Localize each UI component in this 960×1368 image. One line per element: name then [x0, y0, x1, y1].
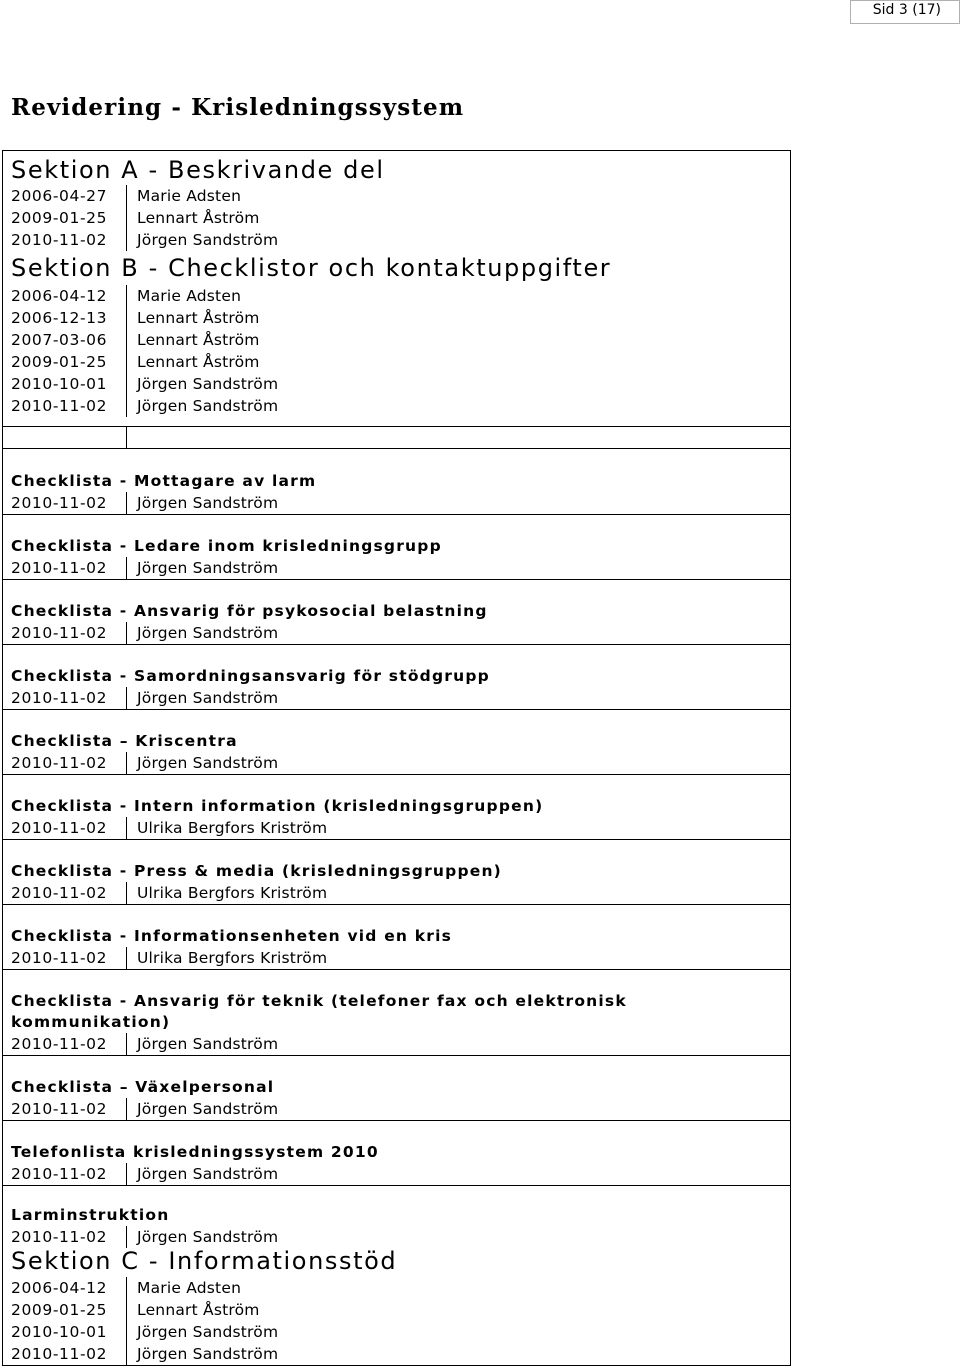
- revision-date: 2010-11-02: [3, 1033, 127, 1055]
- table-row: [3, 1033, 790, 1055]
- revision-author: Jörgen Sandström: [137, 494, 279, 512]
- checklist-block: [3, 1055, 790, 1120]
- revision-author: Lennart Åström: [137, 209, 260, 227]
- table-row: [3, 1321, 790, 1343]
- revision-date: 2010-11-02: [3, 947, 127, 969]
- revision-date: 2010-11-02: [3, 687, 127, 709]
- revision-author: Lennart Åström: [137, 309, 260, 327]
- checklist-title-line-2: kommunikation): [11, 1013, 171, 1031]
- checklist-title: Checklista - Informationsenheten vid en kris: [11, 927, 453, 945]
- revision-author: Jörgen Sandström: [137, 1165, 279, 1183]
- revision-date: 2010-11-02: [3, 395, 127, 417]
- checklist-title: Larminstruktion: [11, 1206, 170, 1224]
- revision-date: 2010-11-02: [3, 1226, 127, 1248]
- revision-date: 2009-01-25: [3, 207, 127, 229]
- revision-author: Jörgen Sandström: [137, 1035, 279, 1053]
- revision-date: 2010-10-01: [3, 1321, 127, 1343]
- revision-author: Jörgen Sandström: [137, 1100, 279, 1118]
- revision-date: 2010-10-01: [3, 373, 127, 395]
- table-row: [3, 1226, 790, 1248]
- revision-author: Ulrika Bergfors Kriström: [137, 884, 328, 902]
- checklist-title: Checklista - Intern information (krisledningsgruppen): [11, 797, 544, 815]
- empty-cell: [3, 427, 127, 448]
- checklist-title: Checklista – Växelpersonal: [11, 1078, 275, 1096]
- checklist-block: [3, 839, 790, 904]
- checklist-block: [3, 709, 790, 774]
- revision-date: 2006-04-12: [3, 285, 127, 307]
- table-row: [3, 329, 790, 351]
- table-row: [3, 185, 790, 207]
- checklist-block: [3, 904, 790, 969]
- revision-author: Jörgen Sandström: [137, 689, 279, 707]
- checklist-title: Checklista – Kriscentra: [11, 732, 238, 750]
- revision-date: 2010-11-02: [3, 229, 127, 251]
- revision-author: Ulrika Bergfors Kriström: [137, 949, 328, 967]
- table-row: [3, 351, 790, 373]
- revision-author: Ulrika Bergfors Kriström: [137, 819, 328, 837]
- revision-author: Lennart Åström: [137, 353, 260, 371]
- revision-author: Marie Adsten: [137, 187, 242, 205]
- checklist-block: [3, 969, 790, 1055]
- empty-table-row: [3, 426, 790, 448]
- checklist-block: [3, 1120, 790, 1185]
- table-row: [3, 395, 790, 417]
- table-row: [3, 307, 790, 329]
- table-row: [3, 492, 790, 514]
- checklist-block: [3, 774, 790, 839]
- revision-author: Jörgen Sandström: [137, 624, 279, 642]
- revision-author: Jörgen Sandström: [137, 375, 279, 393]
- revision-date: 2010-11-02: [3, 622, 127, 644]
- revision-date: 2010-11-02: [3, 817, 127, 839]
- table-row: [3, 1098, 790, 1120]
- checklist-title: Checklista - Mottagare av larm: [11, 472, 317, 490]
- revision-date: 2009-01-25: [3, 1299, 127, 1321]
- table-row: [3, 752, 790, 774]
- checklist-block: [3, 644, 790, 709]
- table-row: [3, 1277, 790, 1299]
- checklist-title: Checklista - Samordningsansvarig för stödgrupp: [11, 667, 490, 685]
- table-row: [3, 622, 790, 644]
- revision-author: Jörgen Sandström: [137, 559, 279, 577]
- checklist-block: [3, 448, 790, 514]
- revision-author: Marie Adsten: [137, 1279, 242, 1297]
- table-spacer: [3, 417, 790, 426]
- checklist-title: Checklista - Ansvarig för psykosocial belastning: [11, 602, 488, 620]
- revision-date: 2009-01-25: [3, 351, 127, 373]
- revision-author: Jörgen Sandström: [137, 1228, 279, 1246]
- revision-date: 2010-11-02: [3, 1343, 127, 1365]
- revision-date: 2010-11-02: [3, 492, 127, 514]
- section-c-title: Sektion C - Informationsstöd: [11, 1247, 398, 1275]
- table-row: [3, 285, 790, 307]
- revision-author: Marie Adsten: [137, 287, 242, 305]
- table-row: [3, 373, 790, 395]
- revision-date: 2006-04-12: [3, 1277, 127, 1299]
- revision-date: 2006-12-13: [3, 307, 127, 329]
- revision-date: 2006-04-27: [3, 185, 127, 207]
- revision-author: Jörgen Sandström: [137, 1345, 279, 1363]
- checklist-title: Checklista - Ledare inom krisledningsgrupp: [11, 537, 442, 555]
- revision-date: 2010-11-02: [3, 882, 127, 904]
- empty-cell: [127, 427, 137, 448]
- page-number: Sid 3 (17): [850, 0, 960, 24]
- revision-author: Jörgen Sandström: [137, 754, 279, 772]
- table-row: [3, 882, 790, 904]
- revision-table: [2, 150, 791, 1366]
- table-row: [3, 1343, 790, 1365]
- revision-author: Jörgen Sandström: [137, 1323, 279, 1341]
- checklist-title: Checklista - Press & media (krisledningsgruppen): [11, 862, 502, 880]
- revision-author: Lennart Åström: [137, 1301, 260, 1319]
- checklist-block: [3, 514, 790, 579]
- revision-date: 2010-11-02: [3, 557, 127, 579]
- checklist-title-line-1: Checklista - Ansvarig för teknik (telefoner fax och elektronisk: [11, 992, 627, 1010]
- table-row: [3, 207, 790, 229]
- revision-author: Lennart Åström: [137, 331, 260, 349]
- table-row: [3, 817, 790, 839]
- revision-date: 2007-03-06: [3, 329, 127, 351]
- checklist-block: [3, 1185, 790, 1248]
- table-row: [3, 1299, 790, 1321]
- document-title: Revidering - Krisledningssystem: [11, 94, 465, 121]
- table-row: [3, 1163, 790, 1185]
- checklist-block: [3, 579, 790, 644]
- table-row: [3, 557, 790, 579]
- table-row: [3, 687, 790, 709]
- section-a-title: Sektion A - Beskrivande del: [11, 156, 385, 184]
- table-row: [3, 229, 790, 251]
- revision-date: 2010-11-02: [3, 752, 127, 774]
- table-row: [3, 947, 790, 969]
- checklist-title: Telefonlista krisledningssystem 2010: [11, 1143, 379, 1161]
- revision-author: Jörgen Sandström: [137, 397, 279, 415]
- revision-date: 2010-11-02: [3, 1098, 127, 1120]
- revision-date: 2010-11-02: [3, 1163, 127, 1185]
- section-b-title: Sektion B - Checklistor och kontaktuppgifter: [11, 254, 612, 282]
- revision-author: Jörgen Sandström: [137, 231, 279, 249]
